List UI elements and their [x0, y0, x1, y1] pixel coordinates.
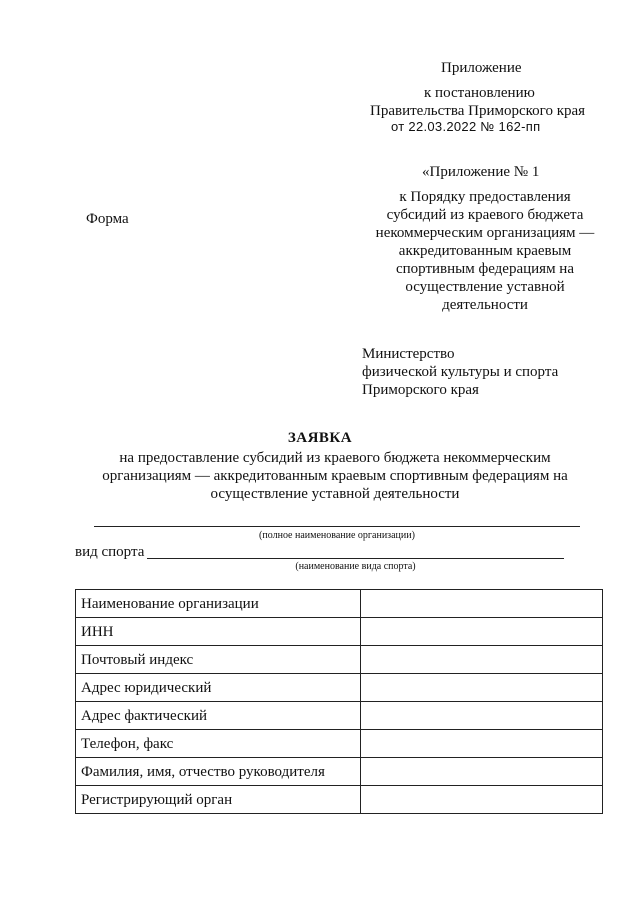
appendix-label: Приложение — [441, 60, 522, 76]
resolution-stamp: от 22.03.2022 № 162-пп — [391, 119, 541, 134]
table-row — [76, 646, 603, 674]
table-row-value[interactable] — [361, 590, 603, 618]
table-row-label: Адрес фактический — [76, 702, 361, 730]
table-row-label: ИНН — [76, 618, 361, 646]
table-row-label: Наименование организации — [76, 590, 361, 618]
sport-type-caption: (наименование вида спорта) — [295, 561, 416, 572]
sport-type-label: вид спорта — [75, 544, 145, 560]
appendix-title: «Приложение № 1 — [422, 164, 540, 180]
organization-info-table — [75, 589, 603, 814]
application-title: ЗАЯВКА — [287, 430, 353, 446]
table-row-value[interactable] — [361, 674, 603, 702]
table-row-value[interactable] — [361, 702, 603, 730]
organization-name-caption: (полное наименование организации) — [259, 530, 415, 541]
table-row-label: Регистрирующий орган — [76, 786, 361, 814]
appendix-line: деятельности — [442, 297, 528, 313]
application-subtitle — [80, 449, 590, 503]
table-row-label: Телефон, факс — [76, 730, 361, 758]
table-row — [76, 786, 603, 814]
appendix-line: спортивным федерациям на — [395, 261, 574, 277]
addressee-line: Приморского края — [362, 382, 479, 398]
appendix-line: осуществление уставной — [405, 279, 565, 295]
to-resolution-label: к постановлению — [424, 85, 535, 101]
table-row-value[interactable] — [361, 730, 603, 758]
table-row — [76, 758, 603, 786]
sport-type-line[interactable] — [147, 558, 564, 559]
addressee-line: физической культуры и спорта — [362, 364, 559, 380]
government-label: Правительства Приморского края — [370, 103, 586, 119]
appendix-line: аккредитованным краевым — [398, 243, 572, 259]
table-row — [76, 702, 603, 730]
application-subtitle-line: осуществление уставной деятельности — [210, 486, 460, 502]
addressee-block — [362, 345, 558, 399]
organization-name-line[interactable] — [94, 526, 580, 527]
table-row-value[interactable] — [361, 646, 603, 674]
table-row-label: Почтовый индекс — [76, 646, 361, 674]
application-subtitle-line: на предоставление субсидий из краевого бюджета некоммерческим — [119, 450, 551, 466]
appendix-line: некоммерческим организациям — — [375, 225, 595, 241]
table-row-value[interactable] — [361, 786, 603, 814]
appendix-line: к Порядку предоставления — [399, 189, 571, 205]
table-row — [76, 590, 603, 618]
addressee-line: Министерство — [362, 346, 455, 362]
table-row-label: Фамилия, имя, отчество руководителя — [76, 758, 361, 786]
table-row-value[interactable] — [361, 758, 603, 786]
table-row — [76, 674, 603, 702]
form-label: Форма — [86, 211, 129, 227]
table-row — [76, 618, 603, 646]
table-row-label: Адрес юридический — [76, 674, 361, 702]
table-row-value[interactable] — [361, 618, 603, 646]
table-row — [76, 730, 603, 758]
appendix-block — [350, 188, 620, 314]
application-subtitle-line: организациям — аккредитованным краевым спортивным федерациям на — [102, 468, 568, 484]
appendix-line: субсидий из краевого бюджета — [386, 207, 584, 223]
